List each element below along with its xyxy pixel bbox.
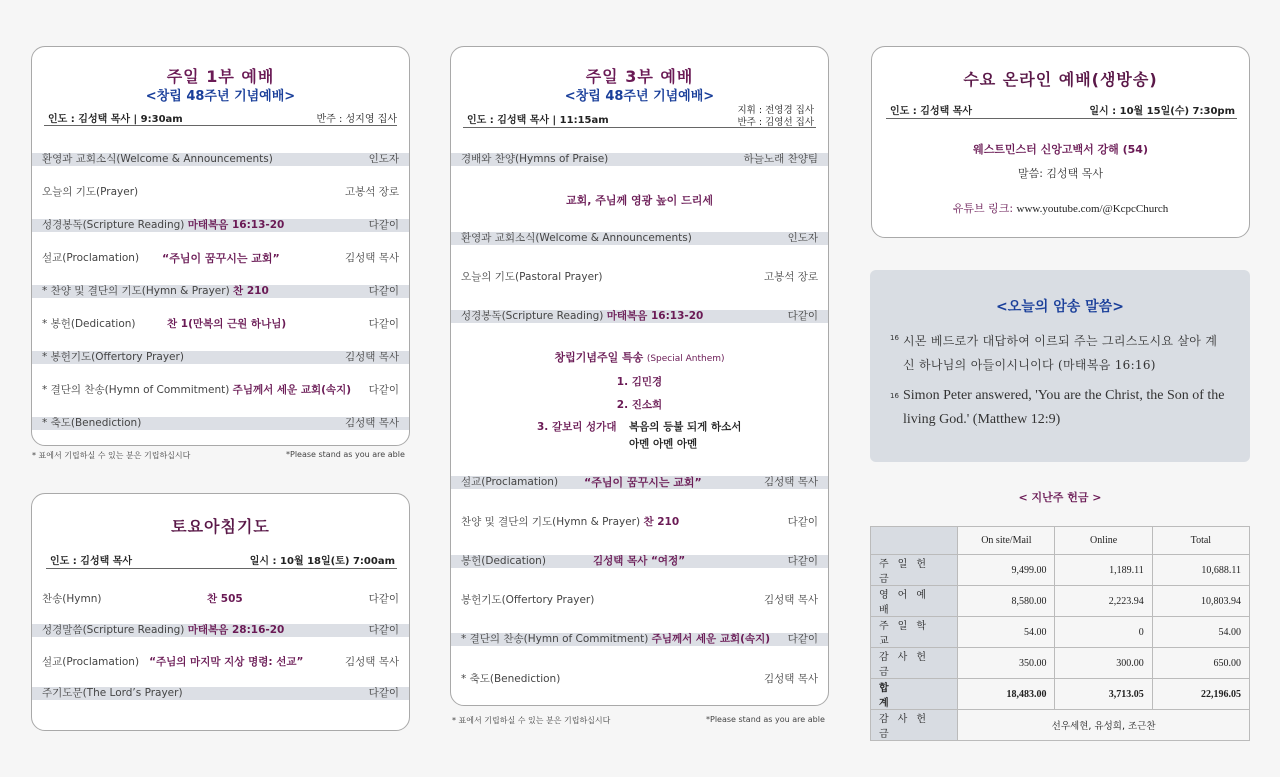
divider bbox=[463, 127, 816, 128]
service-title: 주일 1부 예배 bbox=[166, 67, 275, 86]
table-row: 감사헌금 350.00 300.00 650.00 bbox=[871, 648, 1250, 679]
program-row: 오늘의 기도(Prayer) 고봉석 장로 bbox=[42, 186, 399, 198]
verse-korean: 시몬 베드로가 대답하여 이르되 주는 그리스도시요 살아 계신 하나님의 아들이시니이다 (마태복음 16:16) bbox=[903, 334, 1218, 372]
leader-info: 인도 : 김성택 목사 bbox=[50, 556, 133, 567]
program-row: 설교(Proclamation) “주님이 꿈꾸시는 교회” 김성택 목사 bbox=[451, 476, 828, 489]
table-header-row: On site/Mail Online Total bbox=[871, 527, 1250, 555]
special-anthem-title: 창립기념주일 특송 (Special Anthem) bbox=[554, 351, 725, 364]
program-row: * 찬양 및 결단의 기도(Hymn & Prayer) 찬 210 다같이 bbox=[32, 285, 409, 298]
program-row: 설교(Proclamation) “주님의 마지막 지상 명령: 선교” 김성택 목사 bbox=[42, 656, 399, 668]
service-title: 주일 3부 예배 bbox=[585, 67, 694, 86]
program-row: 찬송(Hymn) 찬 505 다같이 bbox=[42, 593, 399, 605]
anthem-amen: 아멘 아멘 아멘 bbox=[629, 438, 698, 450]
program-row: * 봉헌기도(Offertory Prayer) 김성택 목사 bbox=[32, 351, 409, 364]
program-row: 설교(Proclamation) “주님이 꿈꾸시는 교회” 김성택 목사 bbox=[42, 252, 399, 265]
sunday-third-service-card bbox=[450, 46, 829, 706]
youtube-link[interactable]: 유튜브 링크: www.youtube.com/@KcpcChurch bbox=[952, 202, 1169, 215]
standing-note-ko: * 표에서 기립하실 수 있는 분은 기립하십시다 bbox=[452, 716, 611, 725]
program-row: 봉헌(Dedication) 김성택 목사 “여정” 다같이 bbox=[451, 555, 828, 568]
standing-note-ko: * 표에서 기립하실 수 있는 분은 기립하십시다 bbox=[32, 451, 191, 460]
verse-title: <오늘의 암송 말씀> bbox=[996, 299, 1124, 315]
anthem-performer-2: 2. 진소희 bbox=[616, 399, 663, 411]
time-info: 일시 : 10월 18일(토) 7:00am bbox=[249, 556, 395, 567]
anthem-song-title: 복음의 등불 되게 하소서 bbox=[629, 421, 742, 433]
offering-table bbox=[870, 526, 1250, 741]
program-row: 주기도문(The Lord’s Prayer) 다같이 bbox=[32, 687, 409, 700]
leader-info: 인도 : 김성택 목사 | 9:30am bbox=[48, 114, 183, 125]
service-title: 수요 온라인 예배(생방송) bbox=[963, 70, 1158, 89]
time-info: 일시 : 10월 15일(수) 7:30pm bbox=[1089, 106, 1235, 117]
memory-verse-panel bbox=[870, 270, 1250, 462]
divider bbox=[44, 125, 397, 126]
divider bbox=[46, 568, 397, 569]
table-row: 주일학교 54.00 0 54.00 bbox=[871, 617, 1250, 648]
program-row: * 축도(Benediction) 김성택 목사 bbox=[461, 673, 818, 685]
service-title: 토요아침기도 bbox=[171, 517, 270, 536]
table-row: 주일헌금 9,499.00 1,189.11 10,688.11 bbox=[871, 555, 1250, 586]
program-row: 성경봉독(Scripture Reading) 마태복음 16:13-20 다같이 bbox=[32, 219, 409, 232]
leader-info: 인도 : 김성택 목사 | 11:15am bbox=[467, 115, 609, 126]
program-row: 경배와 찬양(Hymns of Praise) 하늘노래 찬양팀 bbox=[451, 153, 828, 166]
verse-english: Simon Peter answered, 'You are the Christ, the Son of the living God.' (Matthew 12:9) bbox=[903, 388, 1225, 427]
program-row: 성경말씀(Scripture Reading) 마태복음 28:16-20 다같이 bbox=[32, 624, 409, 637]
conductor-info: 지휘 : 전영경 집사 bbox=[737, 105, 814, 116]
table-row: 영어예배 8,580.00 2,223.94 10,803.94 bbox=[871, 586, 1250, 617]
service-subtitle: <창립 48주년 기념예배> bbox=[564, 89, 715, 104]
service-subtitle: <창립 48주년 기념예배> bbox=[145, 89, 296, 104]
program-row: 성경봉독(Scripture Reading) 마태복음 16:13-20 다같이 bbox=[451, 310, 828, 323]
verse-number: 16 bbox=[890, 334, 899, 342]
table-row: 감사헌금 선우세현, 유성희, 조근찬 bbox=[871, 710, 1250, 741]
program-row: 환영과 교회소식(Welcome & Announcements) 인도자 bbox=[451, 232, 828, 245]
saturday-prayer-card bbox=[31, 493, 410, 731]
program-row: 봉헌기도(Offertory Prayer) 김성택 목사 bbox=[461, 594, 818, 606]
sermon-speaker: 말씀: 김성택 목사 bbox=[1017, 167, 1104, 180]
verse-number: 16 bbox=[890, 392, 899, 400]
table-total-row: 합 계 18,483.00 3,713.05 22,196.05 bbox=[871, 679, 1250, 710]
sermon-series: 웨스트민스터 신앙고백서 강해 (54) bbox=[973, 143, 1148, 156]
accompanist-info: 반주 : 성지영 집사 bbox=[316, 114, 397, 125]
program-row: 환영과 교회소식(Welcome & Announcements) 인도자 bbox=[32, 153, 409, 166]
program-row: 오늘의 기도(Pastoral Prayer) 고봉석 장로 bbox=[461, 271, 818, 283]
program-row: * 봉헌(Dedication) 찬 1(만복의 근원 하나님) 다같이 bbox=[42, 318, 399, 330]
praise-song: 교회, 주님께 영광 높이 드리세 bbox=[565, 194, 713, 207]
program-row: * 축도(Benediction) 김성택 목사 bbox=[32, 417, 409, 430]
leader-info: 인도 : 김성택 목사 bbox=[890, 106, 973, 117]
wednesday-online-service-card bbox=[871, 46, 1250, 238]
anthem-performer-1: 1. 김민경 bbox=[616, 376, 663, 388]
accompanist-info: 반주 : 김영선 집사 bbox=[737, 117, 814, 128]
sunday-first-service-card bbox=[31, 46, 410, 446]
program-row: 찬양 및 결단의 기도(Hymn & Prayer) 찬 210 다같이 bbox=[461, 516, 818, 528]
standing-note-en: *Please stand as you are able bbox=[286, 450, 405, 459]
program-row: * 결단의 찬송(Hymn of Commitment) 주님께서 세운 교회(속지) 다같이 bbox=[42, 384, 399, 396]
anthem-performer-3: 3. 갈보리 성가대 bbox=[537, 421, 617, 433]
divider bbox=[886, 118, 1237, 119]
offering-title: < 지난주 헌금 > bbox=[1018, 491, 1102, 504]
program-row: * 결단의 찬송(Hymn of Commitment) 주님께서 세운 교회(속지) 다같이 bbox=[451, 633, 828, 646]
standing-note-en: *Please stand as you are able bbox=[706, 715, 825, 724]
